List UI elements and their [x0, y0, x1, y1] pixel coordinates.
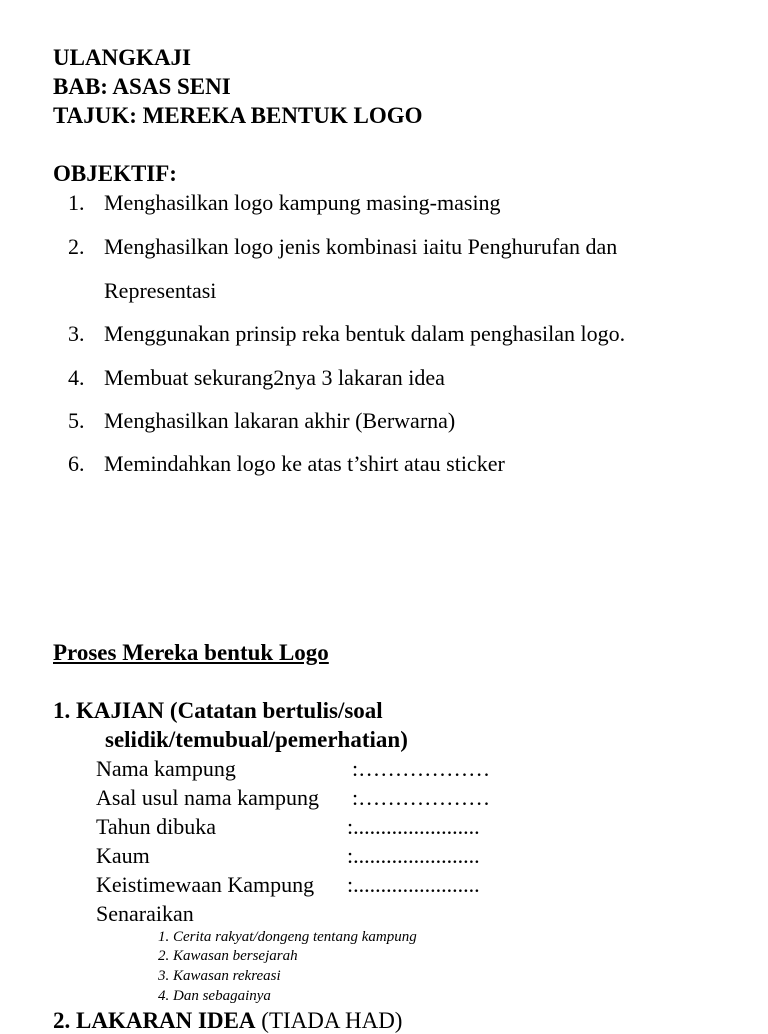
objective-number: 2.	[68, 234, 85, 259]
objective-number: 1.	[68, 190, 85, 215]
field-label-keistimewaan: Keistimewaan Kampung	[96, 872, 315, 897]
objective-text: Menghasilkan logo jenis kombinasi iaitu Penghurufan dan	[104, 234, 618, 259]
field-label-asal-usul: Asal usul nama kampung	[96, 785, 320, 810]
objective-number: 6.	[68, 451, 85, 476]
field-label-tahun-dibuka: Tahun dibuka	[96, 814, 217, 839]
step2-title-bold: 2. LAKARAN IDEA	[53, 1008, 256, 1033]
objective-text: Menghasilkan logo kampung masing-masing	[104, 190, 501, 215]
field-value-kaum: :.......................	[347, 843, 480, 868]
step1-title-continued: selidik/temubual/pemerhatian)	[105, 727, 408, 752]
list-item: 2. Kawasan bersejarah	[158, 948, 298, 964]
list-item: 1. Cerita rakyat/dongeng tentang kampung	[158, 929, 417, 945]
field-label-nama-kampung: Nama kampung	[96, 756, 236, 781]
objective-text-continued: Representasi	[104, 278, 217, 303]
objective-text: Menghasilkan lakaran akhir (Berwarna)	[104, 408, 456, 433]
process-heading: Proses Mereka bentuk Logo	[53, 640, 329, 665]
field-label-kaum: Kaum	[96, 843, 150, 868]
step2-title	[53, 1008, 402, 1034]
objective-number: 3.	[68, 321, 85, 346]
objective-text: Memindahkan logo ke atas t’shirt atau sticker	[104, 451, 505, 476]
objectives-heading: OBJEKTIF:	[53, 161, 177, 186]
list-item: 3. Kawasan rekreasi	[158, 968, 281, 984]
field-value-asal-usul: :………………	[352, 785, 491, 810]
objective-number: 5.	[68, 408, 85, 433]
step1-title: 1. KAJIAN (Catatan bertulis/soal	[53, 698, 383, 723]
objective-text: Menggunakan prinsip reka bentuk dalam penghasilan logo.	[104, 321, 626, 346]
field-value-keistimewaan: :.......................	[347, 872, 480, 897]
objective-number: 4.	[68, 365, 85, 390]
field-value-nama-kampung: :………………	[352, 756, 491, 781]
field-value-tahun-dibuka: :.......................	[347, 814, 480, 839]
objective-text: Membuat sekurang2nya 3 lakaran idea	[104, 365, 445, 390]
header-ulangkaji: ULANGKAJI	[53, 45, 192, 70]
field-label-senaraikan: Senaraikan	[96, 901, 194, 926]
header-tajuk: TAJUK: MEREKA BENTUK LOGO	[53, 103, 423, 128]
step2-title-rest: (TIADA HAD)	[255, 1008, 403, 1033]
header-bab: BAB: ASAS SENI	[53, 74, 231, 99]
list-item: 4. Dan sebagainya	[158, 988, 271, 1004]
